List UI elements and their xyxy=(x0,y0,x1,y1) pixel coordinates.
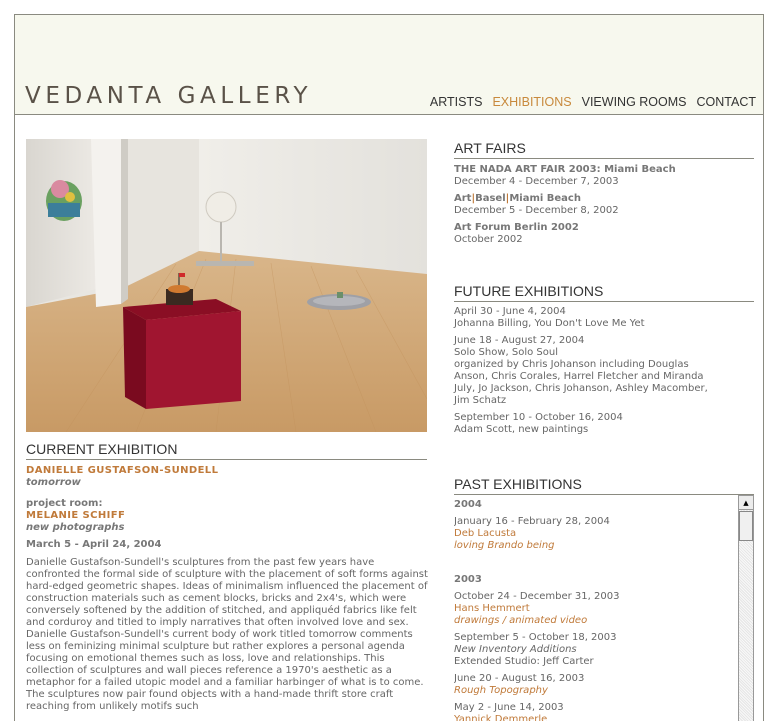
past-dates: September 5 - October 18, 2003 xyxy=(454,632,617,643)
separator: | xyxy=(505,193,510,204)
past-dates: January 16 - February 28, 2004 xyxy=(454,516,610,527)
fair-dates: December 4 - December 7, 2003 xyxy=(454,176,619,187)
past-exhibitions-scroll-area[interactable] xyxy=(454,495,754,721)
list-item xyxy=(454,673,736,697)
header xyxy=(15,15,763,115)
past-work-title[interactable]: Rough Topography xyxy=(454,685,548,696)
gallery-logo[interactable]: VEDANTA GALLERY xyxy=(25,83,313,109)
list-item xyxy=(454,702,736,721)
year-heading: 2003 xyxy=(454,574,482,585)
scroll-up-arrow-icon[interactable]: ▲ xyxy=(739,496,753,510)
current-description: Danielle Gustafson-Sundell's sculptures from the past few years have confronted the formal side of sculpture with the placement of soft forms against hard-edged geometric shapes. Ideas of minimalism influenced the placement of construction materials such as cement blocks, bricks and 2x4's, which were conversely softened by the addition of stitched, and appliquéd fabrics like felt and corduroy and titled to imply narratives that often involved love and sex. Danielle Gustafson-Sundell's current body of work titled tomorrow comments less on feminizing minimal sculpture but rather explores a personal agenda focusing on emotional themes such as loss, love and relationships. This collection of sculptures and wall pieces reference a 1970's aesthetic as a metaphor for a failed utopic model and a familiar harbinger of what is to come. The sculptures now pair found objects with a hand-made thrift store craft reaching from unlikely motifs such xyxy=(26,557,428,712)
list-item xyxy=(454,335,754,407)
list-item xyxy=(454,164,754,188)
future-line: Solo Show, Solo Soul xyxy=(454,347,559,358)
past-exhibitions-title: PAST EXHIBITIONS xyxy=(454,476,754,495)
list-item xyxy=(454,632,736,668)
main-nav xyxy=(430,95,756,109)
project-work-title: new photographs xyxy=(26,522,125,533)
list-item xyxy=(454,306,754,330)
list-item xyxy=(454,222,754,246)
fair-name-part: Art xyxy=(454,193,472,204)
fair-name-link[interactable] xyxy=(454,193,754,205)
list-item xyxy=(454,412,754,436)
current-exhibition xyxy=(26,465,431,713)
list-item xyxy=(454,193,754,217)
nav-exhibitions[interactable]: EXHIBITIONS xyxy=(492,95,572,109)
past-work-title[interactable]: loving Brando being xyxy=(454,540,555,551)
past-artist-link[interactable]: Yannick Demmerle xyxy=(454,714,548,721)
scroll-thumb[interactable] xyxy=(739,511,753,541)
page-frame xyxy=(14,14,764,721)
future-line: Anson, Chris Corales, Harrel Fletcher and Miranda xyxy=(454,371,704,382)
current-work-title: tomorrow xyxy=(26,477,81,488)
future-dates: June 18 - August 27, 2004 xyxy=(454,335,585,346)
fair-name-part: Basel xyxy=(475,193,506,204)
project-artist-link[interactable]: MELANIE SCHIFF xyxy=(26,510,126,521)
future-dates: April 30 - June 4, 2004 xyxy=(454,306,566,317)
future-exhibitions-list xyxy=(454,306,754,441)
art-fairs-list xyxy=(454,164,754,251)
past-exhibitions-list xyxy=(454,499,736,721)
list-item xyxy=(454,516,736,552)
nav-contact[interactable]: CONTACT xyxy=(696,95,756,109)
past-dates: May 2 - June 14, 2003 xyxy=(454,702,564,713)
future-line: organized by Chris Johanson including Douglas xyxy=(454,359,689,370)
exhibition-photo[interactable] xyxy=(26,139,427,432)
past-dates: June 20 - August 16, 2003 xyxy=(454,673,585,684)
past-scrollbar[interactable] xyxy=(738,495,754,721)
fair-dates: December 5 - December 8, 2002 xyxy=(454,205,619,216)
future-line: July, Jo Jackson, Chris Johanson, Ashley Macomber, xyxy=(454,383,708,394)
past-work-title[interactable]: New Inventory Additions xyxy=(454,644,577,655)
future-line: Johanna Billing, You Don't Love Me Yet xyxy=(454,318,645,329)
nav-viewing-rooms[interactable]: VIEWING ROOMS xyxy=(581,95,687,109)
past-extra: Extended Studio: Jeff Carter xyxy=(454,656,594,667)
past-artist-link[interactable]: Deb Lacusta xyxy=(454,528,517,539)
project-room-label: project room: xyxy=(26,498,103,509)
past-artist-link[interactable]: Hans Hemmert xyxy=(454,603,530,614)
nav-artists[interactable]: ARTISTS xyxy=(429,95,483,109)
art-fairs-title: ART FAIRS xyxy=(454,140,754,159)
list-item xyxy=(454,591,736,627)
past-work-title[interactable]: drawings / animated video xyxy=(454,615,588,626)
future-exhibitions-title: FUTURE EXHIBITIONS xyxy=(454,283,754,302)
year-heading: 2004 xyxy=(454,499,482,510)
separator: | xyxy=(471,193,476,204)
future-line: Adam Scott, new paintings xyxy=(454,424,589,435)
current-artist-link[interactable]: DANIELLE GUSTAFSON-SUNDELL xyxy=(26,465,219,476)
current-dates: March 5 - April 24, 2004 xyxy=(26,539,162,550)
fair-name-part: Miami Beach xyxy=(509,193,581,204)
future-dates: September 10 - October 16, 2004 xyxy=(454,412,623,423)
spacer xyxy=(26,489,431,498)
past-dates: October 24 - December 31, 2003 xyxy=(454,591,620,602)
future-line: Jim Schatz xyxy=(454,395,507,406)
current-exhibition-title: CURRENT EXHIBITION xyxy=(26,441,427,460)
fair-name-link[interactable]: THE NADA ART FAIR 2003: Miami Beach xyxy=(454,164,676,175)
fair-name-link[interactable]: Art Forum Berlin 2002 xyxy=(454,222,579,233)
fair-dates: October 2002 xyxy=(454,234,523,245)
